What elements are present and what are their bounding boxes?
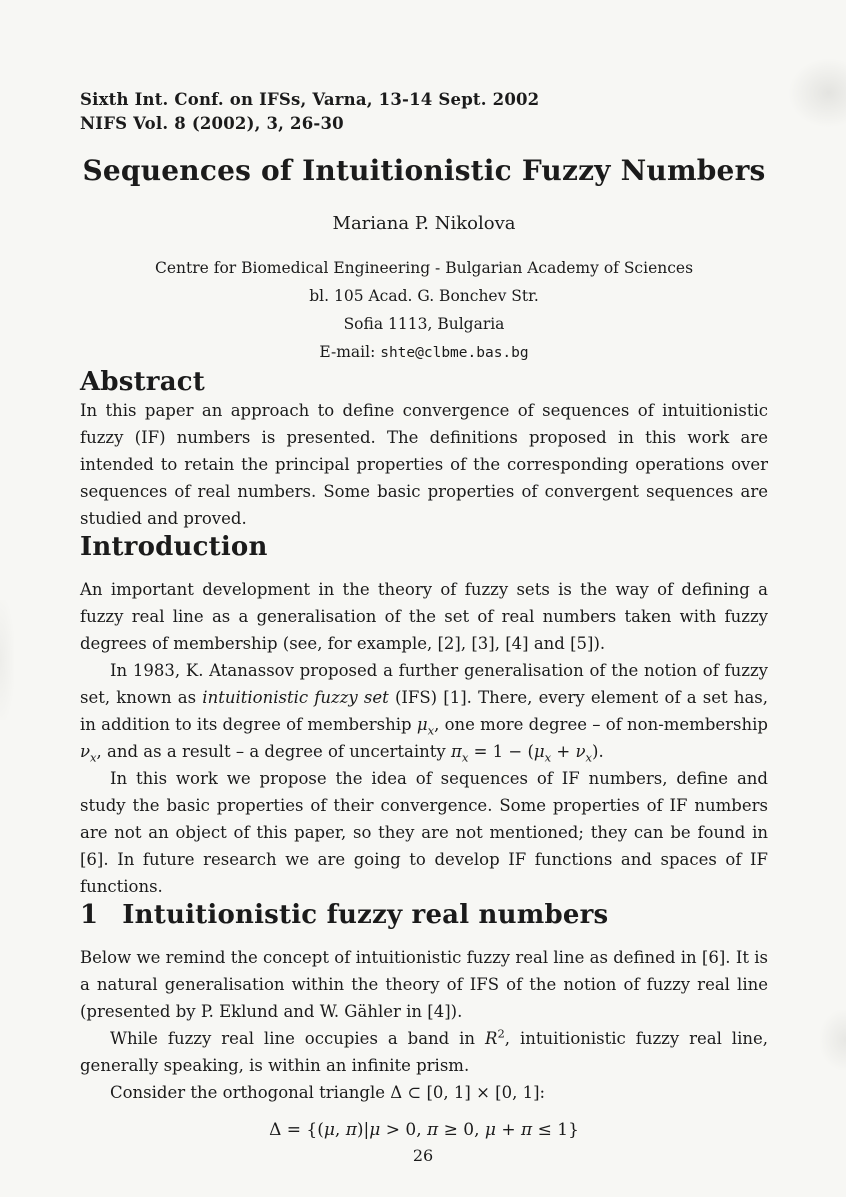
email-label: E-mail:: [319, 343, 381, 361]
section-1-heading: [80, 900, 768, 930]
section-1-paragraph-2: While fuzzy real line occupies a band in $R^2$, intuitionistic fuzzy real line, generally speaking, is within an infinite prism.: [80, 1026, 768, 1075]
section-1-paragraph-1: Below we remind the concept of intuitionistic fuzzy real line as defined in [6]. It is a natural generalisation within the theory of IFS of the notion of fuzzy real line (presented by P. Eklund and W. Gähler in [4]).: [80, 948, 768, 1021]
affiliation-line: Sofia 1113, Bulgaria: [343, 315, 505, 333]
scan-artifact: [788, 58, 846, 128]
author-name: Mariana P. Nikolova: [332, 213, 516, 234]
section-1-title: Intuitionistic fuzzy real numbers: [122, 900, 609, 930]
introduction-heading: Introduction: [80, 532, 268, 562]
section-1-paragraph-3: Consider the orthogonal triangle Δ ⊂ [0, 1] × [0, 1]:: [110, 1083, 546, 1102]
affiliation-line: bl. 105 Acad. G. Bonchev Str.: [309, 287, 539, 305]
affiliation-line: Centre for Biomedical Engineering - Bulgarian Academy of Sciences: [154, 259, 694, 277]
introduction-paragraph-2: In 1983, K. Atanassov proposed a further generalisation of the notion of fuzzy set, known as intuitionistic fuzzy set (IFS) [1]. There, every element of a set has, in addition to its degree of membership $\mu_x$, one more degree – of non-membership $\nu_x$, and as a result – a degree of uncertainty $\pi_x = 1 - (\mu_x + \nu_x)$.: [80, 661, 768, 765]
page-number: 26: [412, 1146, 434, 1165]
abstract-paragraph: In this paper an approach to define convergence of sequences of intuitionistic fuzzy (IF) numbers is presented. The definitions proposed in this work are intended to retain the principal properties of the corresponding operations over sequences of real numbers. Some basic properties of convergent sequences are studied and proved.: [80, 401, 768, 528]
email-address: shte@clbme.bas.bg: [380, 345, 529, 361]
delta-triangle-formula: Δ = {(μ, π)|μ > 0, π ≥ 0, μ + π ≤ 1}: [269, 1120, 579, 1140]
conference-header-line1: Sixth Int. Conf. on IFSs, Varna, 13-14 Sept. 2002: [80, 90, 540, 109]
paper-title: Sequences of Intuitionistic Fuzzy Numbers: [82, 154, 766, 187]
email-line: [80, 338, 768, 367]
conference-header-line2: NIFS Vol. 8 (2002), 3, 26-30: [80, 114, 344, 133]
section-1-number: 1: [80, 900, 99, 930]
introduction-paragraph-1: An important development in the theory of fuzzy sets is the way of defining a fuzzy real line as a generalisation of the set of real numbers taken with fuzzy degrees of membership (see, for example, [2], [3], [4] and [5]).: [80, 580, 768, 653]
scan-artifact: [820, 1010, 846, 1070]
introduction-paragraph-3: In this work we propose the idea of sequences of IF numbers, define and study the basic properties of their convergence. Some properties of IF numbers are not an object of this paper, so they are not mentioned; they can be found in [6]. In future research we are going to develop IF functions and spaces of IF functions.: [80, 769, 768, 896]
affiliation-block: [80, 254, 768, 367]
abstract-heading: Abstract: [80, 367, 205, 397]
scan-artifact: [0, 600, 14, 720]
conference-header: [80, 88, 768, 136]
